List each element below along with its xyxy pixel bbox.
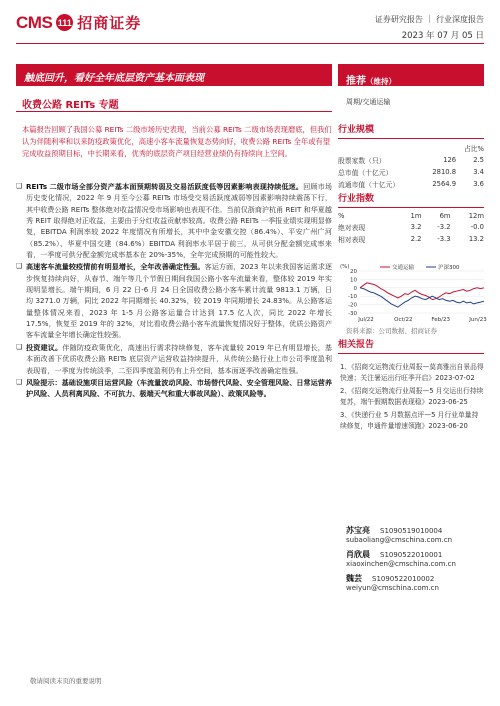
- header-divider: [16, 43, 484, 44]
- cell: -0.0: [470, 223, 484, 231]
- y-tick-label: 0: [353, 285, 357, 292]
- scale-title: 行业规模: [338, 122, 484, 139]
- bullet-heading: REITs 二级市场全部分资产基本面预期转弱及交易活跃度低等因素影响表现持续低迷。: [26, 182, 304, 191]
- logo-cn: 招商证券: [77, 14, 142, 32]
- chart-source: 资料来源：公司数据、招商证券: [346, 327, 437, 335]
- cell: 2.2: [410, 235, 422, 243]
- analyst-name: 魏芸: [346, 574, 362, 583]
- report-type: 证券研究报告 ｜ 行业深度报告: [374, 15, 484, 24]
- x-tick-label: Jul/22: [358, 317, 374, 323]
- legend-label: 沪深300: [438, 265, 460, 271]
- rating-sub: （维持）: [366, 77, 396, 86]
- cell: -3.3: [437, 235, 451, 243]
- table-row: [338, 233, 484, 245]
- row-value: 2810.8: [432, 168, 457, 176]
- bullet-heading: 风险提示：基础设施项目运营风险（车流量波动风险、市场替代风险、安全管理风险、日常运营养护风险、人员利离风险、不可抗力、极端天气和重大事故风险）、政策风险等。: [26, 377, 332, 399]
- analyst-code: S1090519010004: [380, 527, 443, 535]
- col-header: 12m: [468, 212, 484, 220]
- scale-col-header: 占比%: [463, 145, 484, 153]
- analyst-email[interactable]: weiyun@cmschina.com.cn: [346, 584, 439, 592]
- abstract: 本篇报告回顾了我国公募 REITs 二级市场历史表现，当前公募 REITs 二级市场表现磨底，但我们认为伴随利率和以来防疫政策优化，高速小客车流量恢复态势向好，收费公路 REITs 全年或有望完成收益预期目标，中长期来看，优秀的底层资产项目经营业绩仍有持续向上空间。: [22, 125, 332, 158]
- series-line-0: [360, 283, 484, 300]
- col-header: 6m: [439, 212, 451, 220]
- scale-section: [338, 122, 484, 190]
- logo-badge-icon: 111: [56, 14, 73, 31]
- report-title: 触底回升，看好全年底层资产基本面表现: [16, 64, 332, 86]
- table-row: [338, 221, 484, 233]
- table-row: [338, 154, 484, 166]
- analyst-card: [346, 525, 486, 544]
- row-pct: 3.6: [473, 180, 484, 188]
- analyst-code: S1090522010002: [372, 575, 435, 583]
- analyst-name: 苏宝亮: [346, 526, 370, 535]
- index-table: [338, 211, 484, 245]
- index-chart: [338, 261, 488, 325]
- row-label: 股票家数（只）: [338, 157, 386, 165]
- related-item[interactable]: 3、《快递行业 5 月数据点评—5 月行业单量持续修复，申通件量增速领跑》2023-06-20: [340, 411, 479, 430]
- analyst-email[interactable]: xiaoxinchen@cmschina.com.cn: [346, 560, 456, 568]
- index-section: [338, 191, 484, 245]
- y-tick-label: 10: [350, 277, 357, 284]
- logo: [16, 12, 141, 33]
- related-section: [338, 337, 484, 354]
- index-title: 行业指数: [338, 191, 484, 208]
- cell: 3.2: [410, 223, 422, 231]
- rating-bar: [338, 64, 484, 86]
- x-tick-label: Jun/23: [469, 317, 487, 323]
- row-pct: 3.4: [473, 168, 484, 176]
- bullet-heading: 投资建议。: [26, 342, 63, 352]
- row-pct: 2.5: [473, 156, 484, 164]
- bullet-item: [16, 261, 332, 340]
- report-subtitle: 收费公路 REITs 专题: [22, 100, 119, 111]
- y-tick-label: -20: [348, 302, 357, 309]
- x-tick-label: Feb/23: [431, 317, 450, 323]
- related-item[interactable]: 2、《招商交运物流行业周报—5 月交运出行持续复苏，端午假期数据表现稳》2023-06-25: [340, 387, 484, 406]
- sector-label: 周期/交通运输: [346, 98, 391, 106]
- scale-table: [338, 142, 484, 190]
- subtitle-divider: [16, 111, 332, 112]
- y-axis-label: (%): [340, 264, 350, 270]
- rating-label: 推荐: [346, 76, 366, 87]
- chart-svg: [338, 261, 488, 325]
- table-row: [338, 166, 484, 178]
- bullet-text: 伴随防疫政策优化，高速出行需求持续修复，客车流量较 2019 年已有明显增长，基本面改善下优质收费公路 REITs 底层资产运营收益持续提升，从传统公路行业上市公司季度盈利表现看，一季度为传统淡季，二至四季度盈利仍有上升空间，基本面逐季改善确定性强。: [26, 342, 333, 375]
- footer-note: 敬请阅读末页的重要说明: [30, 677, 102, 685]
- row-label: 总市值（十亿元）: [338, 169, 393, 177]
- analyst-code: S1090522010001: [380, 551, 443, 559]
- logo-text: CMS: [16, 12, 53, 32]
- y-tick-label: -10: [348, 294, 357, 301]
- col-header: %: [338, 212, 345, 220]
- bullet-text: 回顾市场历史变化情况，2022 年 9 月至今公募 REITs 市场受交易活跃度减弱等因素影响持续震荡下行，其中收费公路 REITs 整体绝对收益情况受市场影响也表现不佳。当前仅浙商沪杭甬 REIT 和华夏越秀 REIT 取得绝对正收益，主要由于分红收益贡献率较高。收费公路 REITs 一季报业绩实现明显修复，EBITDA 利润率较 2022 年度情况有所增长，其中中金安徽交控（86.4%）、平安广州广河（85.2%）、华夏中国交建（84.6%）EBITDA 利润率水平居于前三，从可供分配金额完成率来看，一季度可供分配金额完成率基本在 20%-35%，全年完成预期的可能性较大。: [26, 182, 332, 260]
- related-title: 相关报告: [338, 337, 484, 354]
- x-tick-label: Oct/22: [394, 317, 413, 323]
- related-item[interactable]: 1、《招商交运物流行业周报—莫高雅出自景品得快速；关注暑运出行旺季开启》2023-07-02: [340, 363, 484, 382]
- table-row: [338, 178, 484, 190]
- row-label: 绝对表现: [338, 224, 366, 232]
- bullet-text: 客运方面，2023 年以来我国客运需求逐步恢复持续向好，从春节、端午等几个节假日期间我国公路小客车流量来看，整体较 2019 年实现明显增长。端午期间，6 月 22 日-6 月 24 日全国收费公路小客车累计流量 9813.1 万辆，日均 3271.0 万辆，同比 2022 年同期增长 40.32%，较 2019 年同期增长 24.83%。从公路客运量整体情况来看，2023 年 1-5 月公路客运量合计达到 17.5 亿人次，同比 2022 年增长 17.5%，恢复至 2019 年的 32%，对比看收费公路小客车流量恢复情况好于整体，优质公路资产客车流量全年增长确定性较强。: [26, 262, 333, 340]
- analyst-name: 肖欣晨: [346, 550, 370, 559]
- y-tick-label: -30: [348, 311, 357, 317]
- bullet-item: [16, 377, 332, 400]
- y-tick-label: 20: [350, 269, 357, 275]
- bullet-list: [16, 181, 332, 401]
- analyst-card: [346, 573, 486, 592]
- analyst-email[interactable]: subaoliang@cmschina.com.cn: [346, 536, 453, 544]
- row-value: 126: [443, 156, 457, 164]
- bullet-heading: 高速客车流量较疫情前有明显增长，全年改善确定性强。: [26, 262, 205, 272]
- analyst-card: [346, 549, 486, 568]
- report-date: 2023 年 07 月 05 日: [401, 31, 484, 41]
- col-header: 1m: [410, 212, 422, 220]
- row-value: 2564.9: [432, 180, 457, 188]
- cell: -3.2: [437, 223, 451, 231]
- row-label: 流通市值（十亿元）: [338, 181, 400, 189]
- cell: 13.2: [468, 235, 484, 243]
- bullet-item: [16, 181, 332, 260]
- row-label: 相对表现: [338, 236, 366, 244]
- related-list: [340, 362, 484, 434]
- legend-label: 交通运输: [392, 265, 415, 271]
- header-meta: [375, 14, 484, 41]
- bullet-item: [16, 342, 332, 376]
